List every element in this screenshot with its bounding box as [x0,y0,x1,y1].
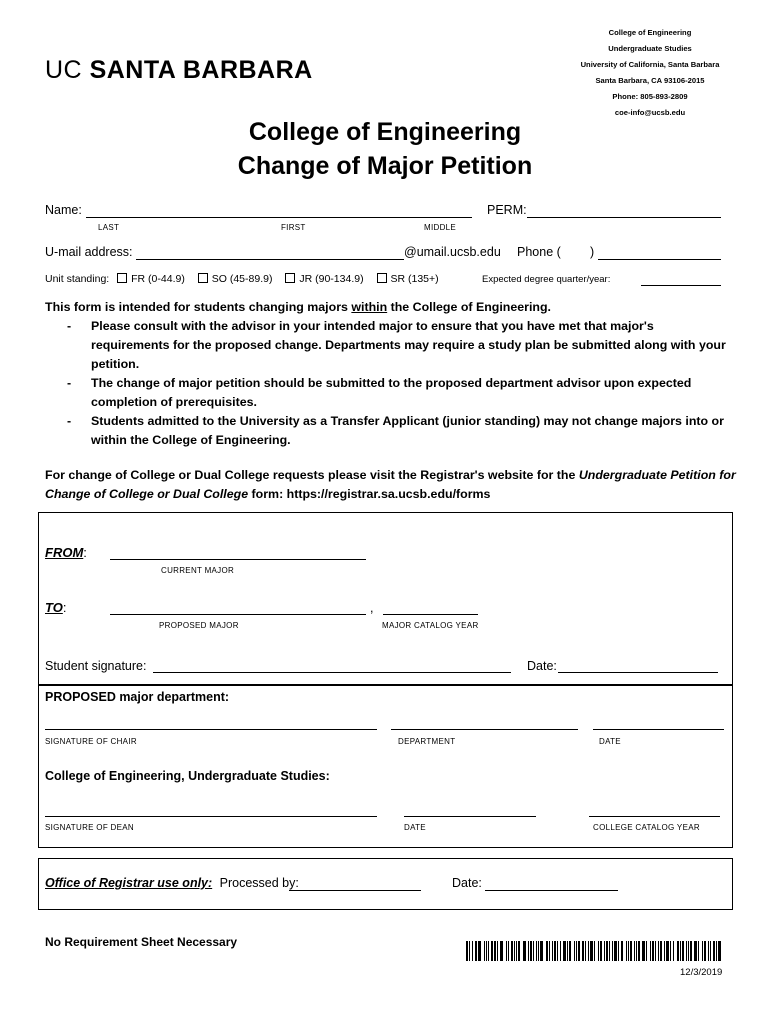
barcode-bar [680,941,681,961]
barcode-bar [708,941,709,961]
checkbox-icon [377,273,387,283]
phone-label: Phone ( [517,245,561,259]
chair-sublabel: SIGNATURE OF CHAIR [45,737,137,746]
barcode-bar [466,941,468,961]
barcode-bar [652,941,654,961]
footer-date: 12/3/2019 [680,967,723,978]
proposed-major-field[interactable] [110,614,366,615]
barcode-bar [698,941,699,961]
catalog-year-field[interactable] [383,614,478,615]
barcode-bar [664,941,665,961]
barcode-bar [650,941,651,961]
barcode-bar [704,941,706,961]
barcode-bar [658,941,659,961]
barcode-bar [609,941,610,961]
intro-text [45,298,735,450]
barcode-bar [666,941,669,961]
registrar-date-field[interactable] [485,890,618,891]
contact-line: Santa Barbara, CA 93106-2015 [595,76,705,85]
barcode-bar [536,941,537,961]
chair-signature-field[interactable] [45,729,377,730]
umail-suffix: @umail.ucsb.edu [404,245,501,259]
contact-line: coe-info@ucsb.edu [614,108,686,117]
barcode-bar [655,941,656,961]
barcode-bar [621,941,623,961]
proposed-major-sublabel: PROPOSED MAJOR [159,621,239,630]
barcode-bar [690,941,692,961]
title-line-2: Change of Major Petition [237,152,533,180]
barcode-bar [634,941,635,961]
intro-lead: This form is intended for students changing majors within the College of Engineering. [45,300,551,314]
current-major-sublabel: CURRENT MAJOR [161,566,235,575]
barcode-bar [516,941,517,961]
perm-field[interactable] [527,217,721,218]
barcode-bar [484,941,485,961]
dean-sublabel: SIGNATURE OF DEAN [45,823,134,832]
barcode-bar [511,941,513,961]
barcode-bar [533,941,534,961]
barcode-bar [670,941,671,961]
barcode [466,941,724,961]
department-date-field[interactable] [593,729,724,730]
barcode-bar [590,941,593,961]
barcode-bar [626,941,627,961]
dean-signature-field[interactable] [45,816,377,817]
barcode-bar [523,941,526,961]
barcode-bar [713,941,715,961]
barcode-bar [508,941,509,961]
barcode-bar [677,941,679,961]
name-field[interactable] [86,217,472,218]
barcode-bar [686,941,687,961]
college-catalog-year-sublabel: COLLEGE CATALOG YEAR [593,823,700,832]
barcode-bar [688,941,689,961]
barcode-bar [660,941,662,961]
barcode-bar [569,941,571,961]
barcode-bar [630,941,632,961]
contact-line: Phone: 805-893-2809 [612,92,688,101]
barcode-bar [552,941,553,961]
barcode-bar [514,941,515,961]
barcode-bar [600,941,602,961]
page-title [0,115,770,183]
contact-line: College of Engineering [608,28,692,37]
barcode-bar [486,941,487,961]
college-catalog-year-field[interactable] [589,816,720,817]
name-label: Name: [45,203,82,217]
barcode-bar [646,941,647,961]
barcode-bar [578,941,580,961]
barcode-bar [494,941,496,961]
barcode-bar [469,941,470,961]
barcode-bar [478,941,481,961]
barcode-bar [540,941,543,961]
barcode-bar [500,941,503,961]
barcode-bar [488,941,489,961]
checkbox-icon [198,273,208,283]
dual-college-note: For change of College or Dual College requests please visit the Registrar's website for the Undergraduate Petition for Change of College or Dual College form: https://registrar.sa.ucsb.edu/forms [45,468,736,501]
first-sublabel: FIRST [281,223,306,232]
barcode-bar [549,941,550,961]
barcode-bar [628,941,629,961]
barcode-bar [694,941,697,961]
student-signature-label: Student signature: [45,659,147,673]
department-title: PROPOSED major department: [45,690,230,704]
registrar-date-label: Date: [452,876,482,890]
barcode-bar [538,941,539,961]
last-sublabel: LAST [98,223,120,232]
department-sublabel: DEPARTMENT [398,737,456,746]
barcode-bar [585,941,586,961]
contact-block [560,25,740,121]
barcode-bar [606,941,608,961]
barcode-bar [638,941,640,961]
barcode-bar [576,941,577,961]
perm-label: PERM: [487,203,527,217]
barcode-bar [716,941,717,961]
to-label: TO: [45,600,67,615]
barcode-bar [528,941,529,961]
barcode-bar [710,941,711,961]
catalog-year-sublabel: MAJOR CATALOG YEAR [382,621,479,630]
from-label: FROM: [45,545,87,560]
barcode-bar [554,941,556,961]
intro-bullet: - The change of major petition should be submitted to the proposed department advisor upon expected completion of prerequisites. [45,374,735,412]
barcode-bar [588,941,589,961]
registrar-label: Office of Registrar use only: [45,876,213,890]
umail-field[interactable] [136,259,404,260]
phone-close: ) [590,245,595,259]
middle-sublabel: MIDDLE [424,223,457,232]
checkbox-fr[interactable]: FR (0-44.9) [117,273,185,285]
barcode-bar [682,941,684,961]
barcode-bar [673,941,674,961]
barcode-bar [546,941,548,961]
barcode-bar [618,941,619,961]
department-field[interactable] [391,729,578,730]
no-requirement-note: No Requirement Sheet Necessary [45,935,238,949]
checkbox-sr[interactable]: SR (135+) [377,273,439,285]
barcode-bar [506,941,507,961]
barcode-bar [594,941,595,961]
comma: , [370,601,374,615]
barcode-bar [574,941,575,961]
barcode-bar [557,941,558,961]
student-date-field[interactable] [558,672,718,673]
checkbox-icon [117,273,127,283]
coe-date-field[interactable] [404,816,536,817]
student-date-label: Date: [527,659,557,673]
unit-standing-row [45,273,439,285]
barcode-bar [612,941,613,961]
barcode-bar [702,941,703,961]
unit-standing-label: Unit standing: [45,273,110,285]
coe-title: College of Engineering, Undergraduate Studies: [45,769,330,783]
barcode-bar [530,941,532,961]
registrar-row [45,876,299,890]
barcode-bar [491,941,493,961]
coe-date-sublabel: DATE [404,823,426,832]
current-major-field[interactable] [110,559,366,560]
title-line-1: College of Engineering [248,118,522,146]
phone-field[interactable] [598,259,721,260]
barcode-bar [598,941,599,961]
barcode-bar [518,941,520,961]
barcode-bar [604,941,605,961]
umail-label: U-mail address: [45,245,133,259]
barcode-bar [718,941,721,961]
checkbox-so[interactable]: SO (45-89.9) [198,273,273,285]
barcode-bar [560,941,561,961]
processed-by-field[interactable] [289,890,421,891]
barcode-bar [472,941,473,961]
ucsb-logo: UC SANTA BARBARA [45,56,313,84]
student-signature-field[interactable] [153,672,511,673]
contact-line: Undergraduate Studies [608,44,692,53]
barcode-bar [614,941,617,961]
processed-by-label: Processed by: [219,876,299,890]
barcode-bar [563,941,566,961]
contact-line: University of California, Santa Barbara [580,60,720,69]
intro-bullet: - Please consult with the advisor in your intended major to ensure that you have met that major's requirements for the proposed change. Departments may require a study plan be submitted along with your petition. [45,317,735,374]
intro-bullet: - Students admitted to the University as a Transfer Applicant (junior standing) may not change majors into or within the College of Engineering. [45,412,735,450]
checkbox-icon [285,273,295,283]
expected-degree-field[interactable] [641,285,721,286]
barcode-bar [497,941,498,961]
barcode-bar [475,941,477,961]
barcode-bar [582,941,584,961]
barcode-bar [636,941,637,961]
checkbox-jr[interactable]: JR (90-134.9) [285,273,363,285]
expected-degree-label: Expected degree quarter/year: [482,274,611,285]
barcode-bar [567,941,568,961]
barcode-bar [642,941,645,961]
department-date-sublabel: DATE [599,737,621,746]
